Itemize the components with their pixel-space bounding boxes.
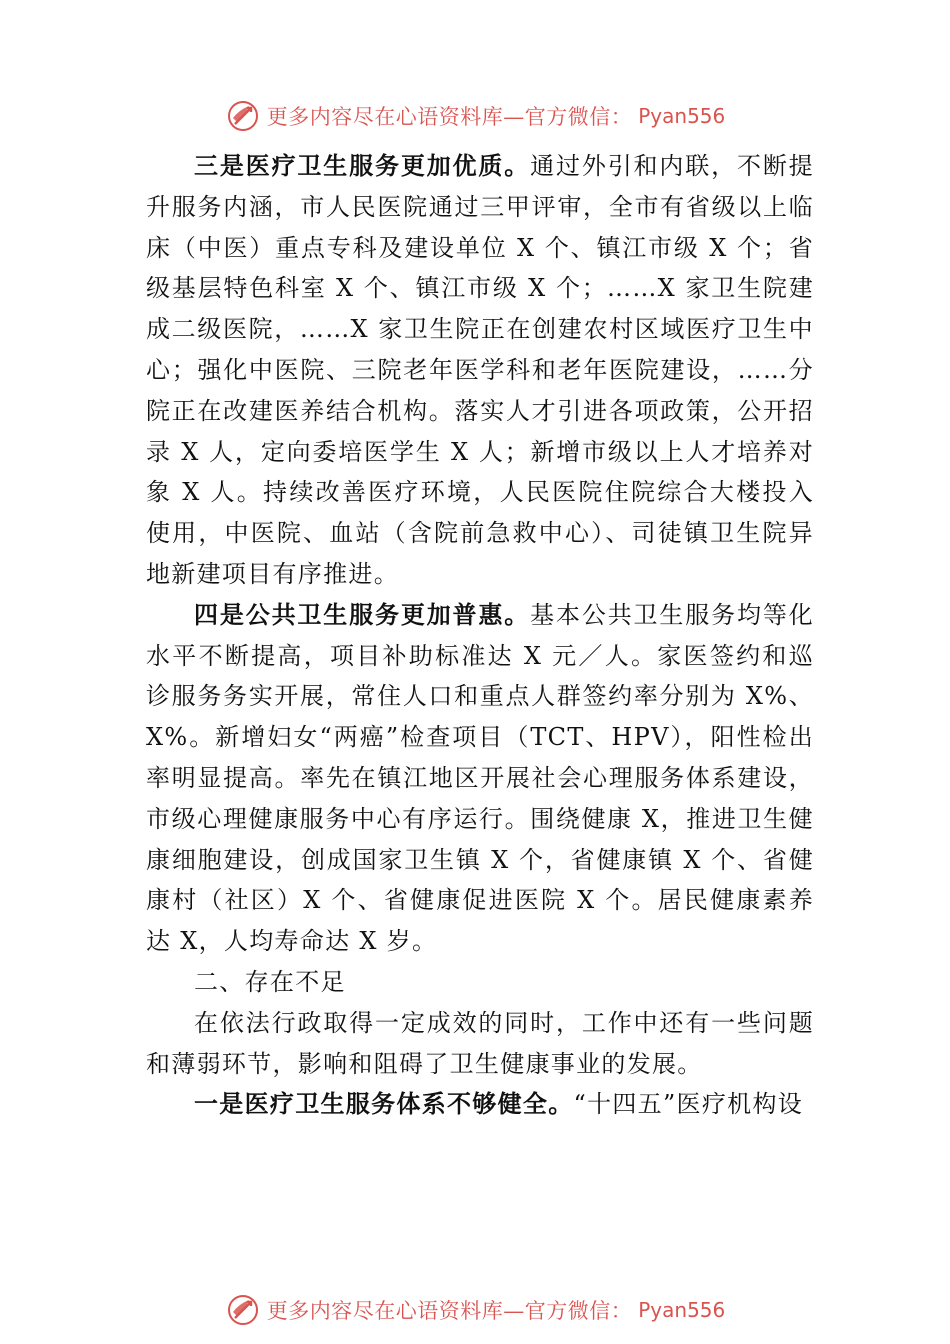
header-watermark: [0, 96, 950, 136]
paragraph-lead: 一是医疗卫生服务体系不够健全。: [194, 1090, 574, 1119]
footer-watermark: [0, 1290, 950, 1330]
paragraph-medical-quality: [146, 146, 814, 595]
watermark-text: 更多内容尽在心语资料库—官方微信：: [266, 105, 633, 129]
watermark-text: 更多内容尽在心语资料库—官方微信：: [266, 1299, 633, 1323]
watermark-id: Pyan556: [638, 1298, 726, 1322]
quill-logo-icon: [225, 1292, 261, 1328]
paragraph-intro: 在依法行政取得一定成效的同时，工作中还有一些问题和薄弱环节，影响和阻碍了卫生健康事业的发展。: [146, 1008, 814, 1078]
paragraph-text: 通过外引和内联，不断提升服务内涵，市人民医院通过三甲评审，全市有省级以上临床（中医）重点专科及建设单位 X 个、镇江市级 X 个；省级基层特色科室 X 个、镇江市级 X 个；……X 家卫生院建成二级医院，……X 家卫生院正在创建农村区域医疗卫生中心；强化中医院、三院老年医学科和老年医院建设，……分院正在改建医养结合机构。落实人才引进各项政策，公开招录 X 人，定向委培医学生 X 人；新增市级以上人才培养对象 X 人。持续改善医疗环境，人民医院住院综合大楼投入使用，中医院、血站（含院前急救中心）、司徒镇卫生院异地新建项目有序推进。: [146, 152, 814, 588]
watermark-id: Pyan556: [638, 104, 726, 128]
paragraph-public-health: [146, 595, 814, 962]
paragraph-lead: 三是医疗卫生服务更加优质。: [194, 152, 531, 180]
section-heading: 二、存在不足: [194, 967, 346, 996]
quill-logo-icon: [225, 98, 261, 134]
paragraph-text: 基本公共卫生服务均等化水平不断提高，项目补助标准达 X 元／人。家医签约和巡诊服务务实开展，常住人口和重点人群签约率分别为 X%、X%。新增妇女“两癌”检查项目（TCT、HPV），阳性检出率明显提高。率先在镇江地区开展社会心理服务体系建设，市级心理健康服务中心有序运行。围绕健康 X，推进卫生健康细胞建设，创成国家卫生镇 X 个，省健康镇 X 个、省健康村（社区）X 个、省健康促进医院 X 个。居民健康素养达 X，人均寿命达 X 岁。: [146, 600, 814, 956]
document-body: [146, 146, 814, 1125]
paragraph-text: “十四五”医疗机构设: [573, 1090, 804, 1119]
paragraph-service-system: [146, 1084, 814, 1125]
paragraph-lead: 四是公共卫生服务更加普惠。: [194, 600, 531, 629]
